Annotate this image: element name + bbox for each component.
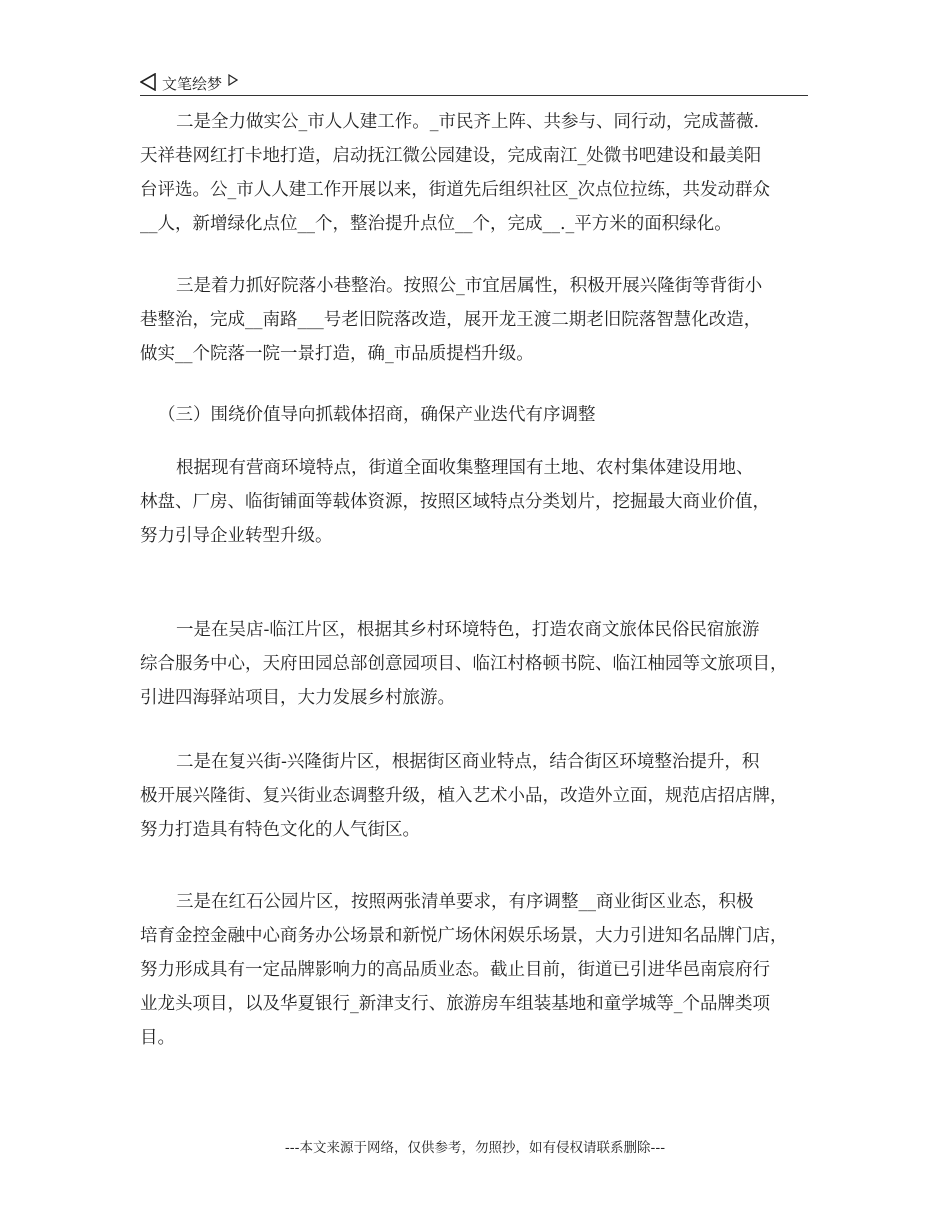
paragraph-line: 天祥巷网红打卡地打造，启动抚江微公园建设，完成南江_处微书吧建设和最美阳: [140, 146, 762, 166]
paragraph-line: 台评选。公_市人人建工作开展以来，街道先后组织社区_次点位拉练，共发动群众: [140, 180, 770, 200]
paragraph-line: __人，新增绿化点位__个，整治提升点位__个，完成__._平方米的面积绿化。: [140, 214, 732, 234]
paragraph-line: （三）围绕价值导向抓载体招商，确保产业迭代有序调整: [158, 405, 596, 425]
paragraph-line: 极开展兴隆街、复兴街业态调整升级，植入艺术小品，改造外立面，规范店招店牌，: [140, 786, 788, 806]
paragraph-line: 林盘、厂房、临街铺面等载体资源，按照区域特点分类划片，挖掘最大商业价值，: [140, 492, 770, 512]
paragraph-line: 努力打造具有特色文化的人气街区。: [140, 820, 420, 840]
paragraph-line: 三是着力抓好院落小巷整治。按照公_市宜居属性，积极开展兴隆街等背街小: [176, 276, 763, 296]
paragraph-line: 培育金控金融中心商务办公场景和新悦广场休闲娱乐场景，大力引进知名品牌门店，: [140, 926, 788, 946]
triangle-right-icon: [228, 74, 238, 86]
footer-disclaimer: ---本文来源于网络，仅供参考，勿照抄，如有侵权请联系删除---: [284, 1140, 666, 1156]
paragraph-line: 二是在复兴街-兴隆街片区，根据街区商业特点，结合街区环境整治提升，积: [176, 752, 760, 772]
paragraph-line: 努力形成具有一定品牌影响力的高品质业态。截止目前，街道已引进华邑南宸府行: [140, 960, 770, 980]
paragraph-line: 巷整治，完成__南路___号老旧院落改造，展开龙王渡二期老旧院落智慧化改造，: [140, 310, 762, 330]
triangle-left-icon: [140, 73, 156, 91]
header-rule: [140, 95, 808, 96]
paragraph-line: 三是在红石公园片区，按照两张清单要求，有序调整__商业街区业态，积极: [176, 892, 754, 912]
paragraph-line: 业龙头项目，以及华夏银行_新津支行、旅游房车组装基地和童学城等_个品牌类项: [140, 994, 770, 1014]
paragraph-line: 做实__个院落一院一景打造，确_市品质提档升级。: [140, 344, 534, 364]
paragraph-line: 一是在吴店-临江片区，根据其乡村环境特色，打造农商文旅体民俗民宿旅游: [176, 620, 760, 640]
paragraph-line: 二是全力做实公_市人人建工作。_市民齐上阵、共参与、同行动，完成蔷薇.: [176, 112, 760, 132]
paragraph-line: 综合服务中心，天府田园总部创意园项目、临江村格顿书院、临江柚园等文旅项目，: [140, 654, 788, 674]
page-header: [140, 70, 808, 96]
paragraph-line: 目。: [140, 1028, 175, 1048]
paragraph-line: 引进四海驿站项目，大力发展乡村旅游。: [140, 688, 455, 708]
brand-name: 文笔绘梦: [162, 75, 223, 93]
paragraph-line: 根据现有营商环境特点，街道全面收集整理国有土地、农村集体建设用地、: [176, 458, 754, 478]
paragraph-line: 努力引导企业转型升级。: [140, 526, 333, 546]
